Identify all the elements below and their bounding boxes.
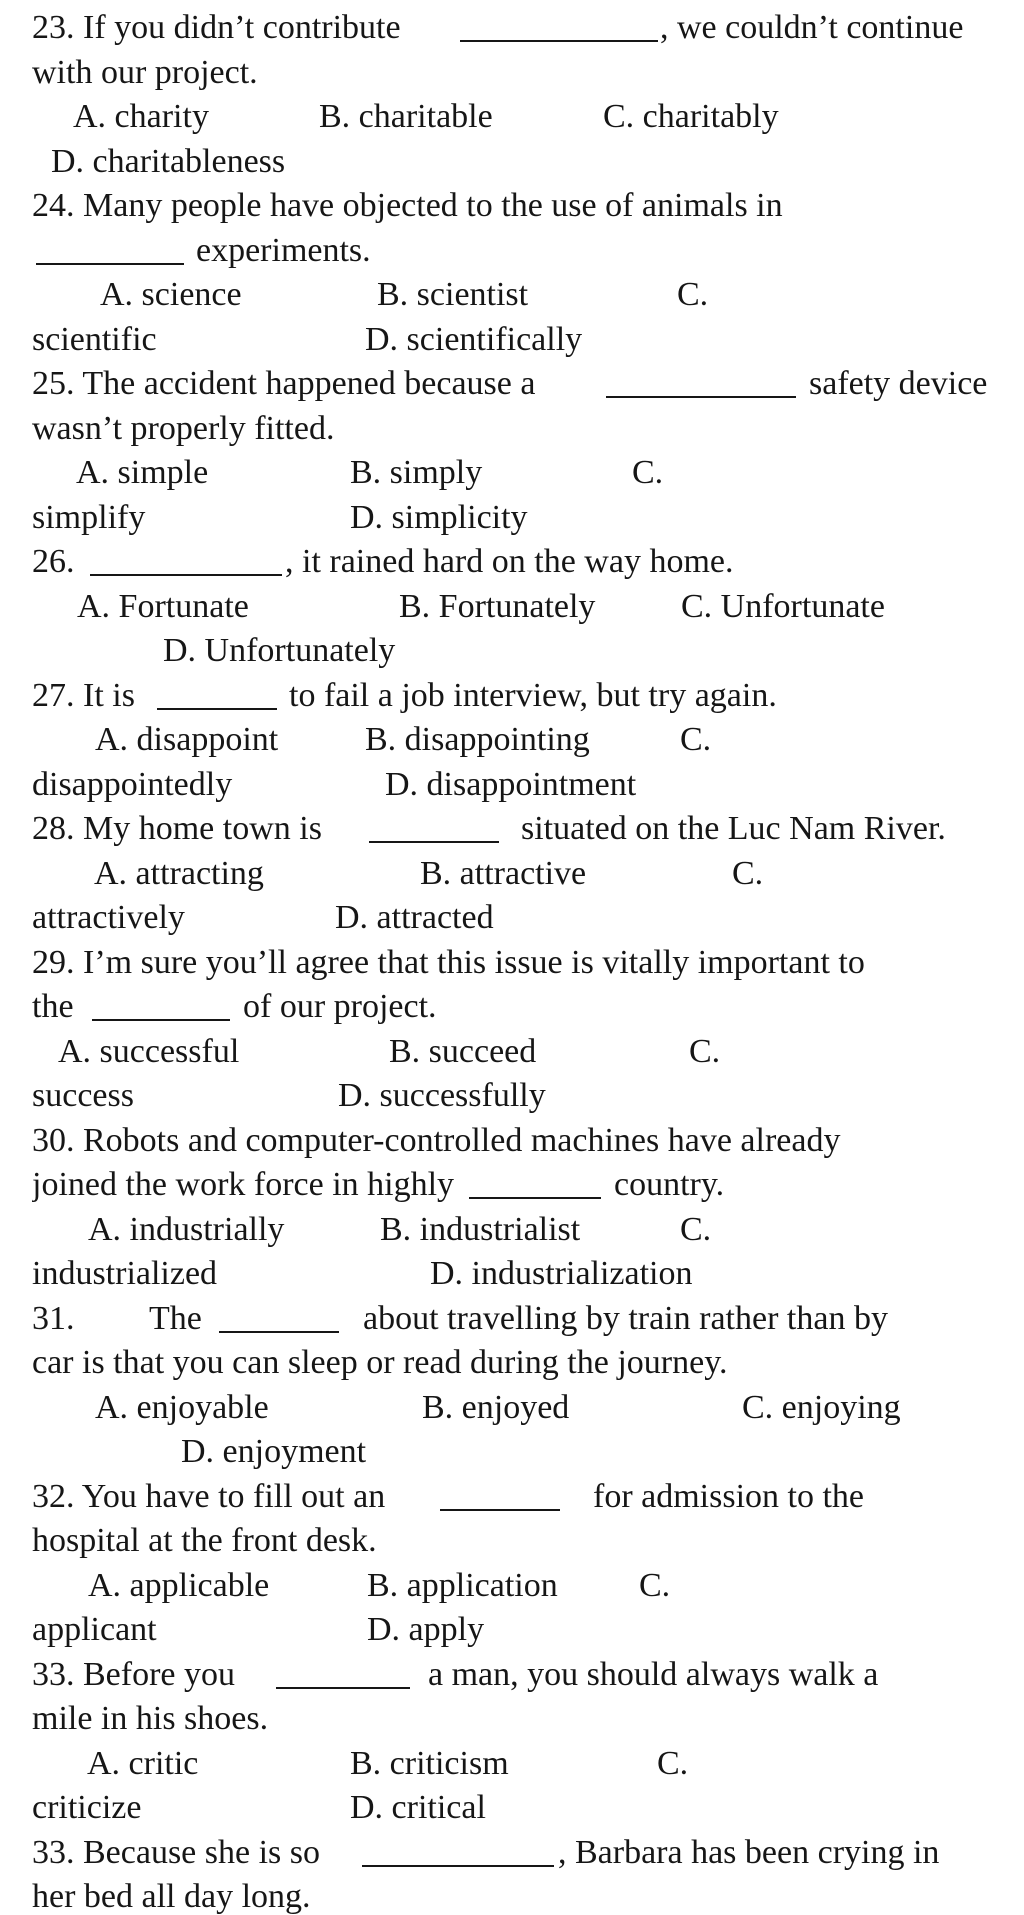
option-a: A. applicable	[88, 1566, 270, 1604]
question-33b-stem: 33. Because she is so	[32, 1833, 321, 1871]
question-32-stem: 32. You have to fill out an	[32, 1477, 386, 1515]
question-32-options	[32, 1564, 1007, 1609]
question-25-line-1	[32, 362, 1007, 407]
question-24-stem: 24. Many people have objected to the use of animals in	[32, 187, 783, 224]
option-d: D. disappointment	[385, 765, 637, 803]
question-26-number: 26.	[32, 543, 75, 580]
question-25-stem-end: safety device	[809, 365, 988, 402]
answer-blank	[436, 1475, 564, 1524]
question-26-options-2	[32, 629, 1007, 674]
question-25-stem-cont: wasn’t properly fitted.	[32, 409, 335, 447]
question-33-options	[32, 1742, 1007, 1787]
option-d: D. apply	[367, 1611, 485, 1648]
question-28-options	[32, 852, 1007, 897]
question-24-options-2	[32, 318, 1007, 363]
answer-blank	[272, 1653, 414, 1702]
answer-blank	[86, 540, 286, 589]
option-a: A. simple	[76, 454, 209, 491]
question-23-options	[32, 95, 1007, 140]
question-29-options-2	[32, 1074, 1007, 1119]
question-31-stem-cont: car is that you can sleep or read during the journey.	[32, 1344, 728, 1381]
option-a: A. attracting	[94, 854, 264, 892]
question-33-stem-end: a man, you should always walk a	[428, 1655, 879, 1693]
question-32-options-2	[32, 1608, 1007, 1653]
option-b: B. industrialist	[380, 1210, 581, 1248]
option-d: D. simplicity	[350, 498, 528, 536]
option-d: D. enjoyment	[181, 1433, 367, 1470]
question-25-options-2	[32, 496, 1007, 541]
question-26-options	[32, 585, 1007, 630]
option-c-text: applicant	[32, 1611, 157, 1648]
answer-blank	[456, 6, 662, 55]
option-a: A. critic	[87, 1744, 199, 1782]
worksheet-page	[32, 6, 1007, 1915]
question-31-options-2	[32, 1430, 1007, 1475]
question-29-stem-cont: the	[32, 988, 74, 1025]
question-32-line-2	[32, 1519, 1007, 1564]
question-24-options	[32, 273, 1007, 318]
question-29-stem: 29. I’m sure you’ll agree that this issue is vitally important to	[32, 943, 865, 981]
option-a: A. enjoyable	[95, 1388, 269, 1426]
question-29-options	[32, 1030, 1007, 1075]
answer-blank	[358, 1831, 558, 1880]
question-28-stem-end: situated on the Luc Nam River.	[521, 810, 946, 847]
option-c: C. enjoying	[742, 1388, 901, 1426]
question-27-stem-end: to fail a job interview, but try again.	[289, 676, 777, 714]
question-24-line-2	[32, 229, 1007, 274]
option-c: C.	[639, 1566, 671, 1604]
option-c: C.	[680, 1210, 712, 1248]
question-31-line-1	[32, 1297, 1007, 1342]
question-27-stem: 27. It is	[32, 676, 135, 714]
option-b: B. scientist	[377, 276, 529, 313]
option-b: B. criticism	[350, 1744, 509, 1782]
option-c-text: scientific	[32, 320, 157, 358]
option-a: A. industrially	[88, 1210, 285, 1248]
question-30-options-2	[32, 1252, 1007, 1297]
answer-blank	[32, 229, 188, 278]
question-31-options	[32, 1386, 1007, 1431]
question-33b-line-2	[32, 1875, 1007, 1915]
question-30-stem: 30. Robots and computer-controlled machines have already	[32, 1121, 841, 1159]
option-a: A. science	[100, 276, 242, 313]
question-26-stem-end: , it rained hard on the way home.	[285, 543, 734, 580]
answer-blank	[153, 674, 281, 723]
question-28-line-1	[32, 807, 1007, 852]
option-d: D. Unfortunately	[163, 632, 396, 669]
question-30-stem-end: country.	[614, 1166, 725, 1203]
option-c-text: criticize	[32, 1789, 142, 1826]
option-c-text: attractively	[32, 899, 185, 936]
answer-blank	[215, 1297, 343, 1346]
question-32-stem-end: for admission to the	[593, 1477, 865, 1515]
option-c: C.	[680, 721, 712, 758]
question-23-line-2	[32, 51, 1007, 96]
question-24-line-1	[32, 184, 1007, 229]
question-33-line-2	[32, 1697, 1007, 1742]
question-31-number: 31.	[32, 1299, 75, 1337]
question-28-options-2	[32, 896, 1007, 941]
question-30-stem-cont: joined the work force in highly	[32, 1166, 455, 1203]
option-b: B. attractive	[420, 854, 587, 892]
option-b: B. enjoyed	[422, 1388, 570, 1426]
option-b: B. disappointing	[365, 721, 590, 758]
option-c: C. charitably	[603, 98, 779, 135]
option-a: A. charity	[73, 98, 209, 135]
question-31-stem: The	[149, 1299, 202, 1337]
question-29-line-2	[32, 985, 1007, 1030]
question-24-stem-end: experiments.	[196, 231, 371, 269]
question-23-stem: 23. If you didn’t contribute	[32, 9, 401, 46]
question-28-stem: 28. My home town is	[32, 810, 322, 847]
question-29-line-1	[32, 941, 1007, 986]
question-33b-line-1	[32, 1831, 1007, 1876]
option-d: D. industrialization	[430, 1255, 693, 1292]
question-31-stem-end: about travelling by train rather than by	[363, 1299, 888, 1337]
question-31-line-2	[32, 1341, 1007, 1386]
answer-blank	[88, 985, 234, 1034]
option-d: D. successfully	[338, 1077, 546, 1114]
option-b: B. succeed	[389, 1032, 537, 1070]
question-29-stem-end: of our project.	[243, 988, 437, 1025]
option-c: C.	[677, 276, 709, 313]
question-26-line-1	[32, 540, 1007, 585]
option-c: C.	[632, 454, 664, 491]
option-d: D. attracted	[335, 899, 494, 936]
question-25-line-2	[32, 407, 1007, 452]
question-33-stem-cont: mile in his shoes.	[32, 1700, 269, 1737]
question-33b-stem-end: , Barbara has been crying in	[558, 1833, 940, 1871]
question-23-stem-end: , we couldn’t continue	[660, 9, 964, 46]
option-c: C.	[657, 1744, 689, 1782]
question-27-options-2	[32, 763, 1007, 808]
question-33-stem: 33. Before you	[32, 1655, 236, 1693]
option-c: C. Unfortunate	[681, 587, 885, 625]
answer-blank	[602, 362, 800, 411]
option-b: B. charitable	[319, 98, 493, 135]
question-23-line-1	[32, 6, 1007, 51]
option-b: B. application	[367, 1566, 558, 1604]
question-33-options-2	[32, 1786, 1007, 1831]
question-27-line-1	[32, 674, 1007, 719]
question-23-options-2	[32, 140, 1007, 185]
question-33-line-1	[32, 1653, 1007, 1698]
option-c-text: disappointedly	[32, 765, 233, 803]
question-33b-stem-cont: her bed all day long.	[32, 1878, 311, 1915]
question-32-stem-cont: hospital at the front desk.	[32, 1522, 377, 1559]
option-c: C.	[732, 854, 764, 892]
question-23-stem-cont: with our project.	[32, 53, 258, 91]
question-30-options	[32, 1208, 1007, 1253]
answer-blank	[365, 807, 503, 856]
option-d: D. charitableness	[51, 142, 286, 180]
option-a: A. disappoint	[95, 721, 279, 758]
option-b: B. simply	[350, 454, 483, 491]
question-32-line-1	[32, 1475, 1007, 1520]
option-c-text: simplify	[32, 498, 146, 536]
question-25-stem: 25. The accident happened because a	[32, 365, 536, 402]
answer-blank	[465, 1163, 605, 1212]
option-a: A. successful	[58, 1032, 240, 1070]
option-d: D. critical	[350, 1789, 486, 1826]
option-b: B. Fortunately	[399, 587, 596, 625]
option-c-text: industrialized	[32, 1255, 218, 1292]
question-27-options	[32, 718, 1007, 763]
option-c: C.	[689, 1032, 721, 1070]
option-a: A. Fortunate	[77, 587, 249, 625]
option-d: D. scientifically	[365, 320, 583, 358]
question-25-options	[32, 451, 1007, 496]
question-30-line-1	[32, 1119, 1007, 1164]
option-c-text: success	[32, 1077, 134, 1114]
question-30-line-2	[32, 1163, 1007, 1208]
